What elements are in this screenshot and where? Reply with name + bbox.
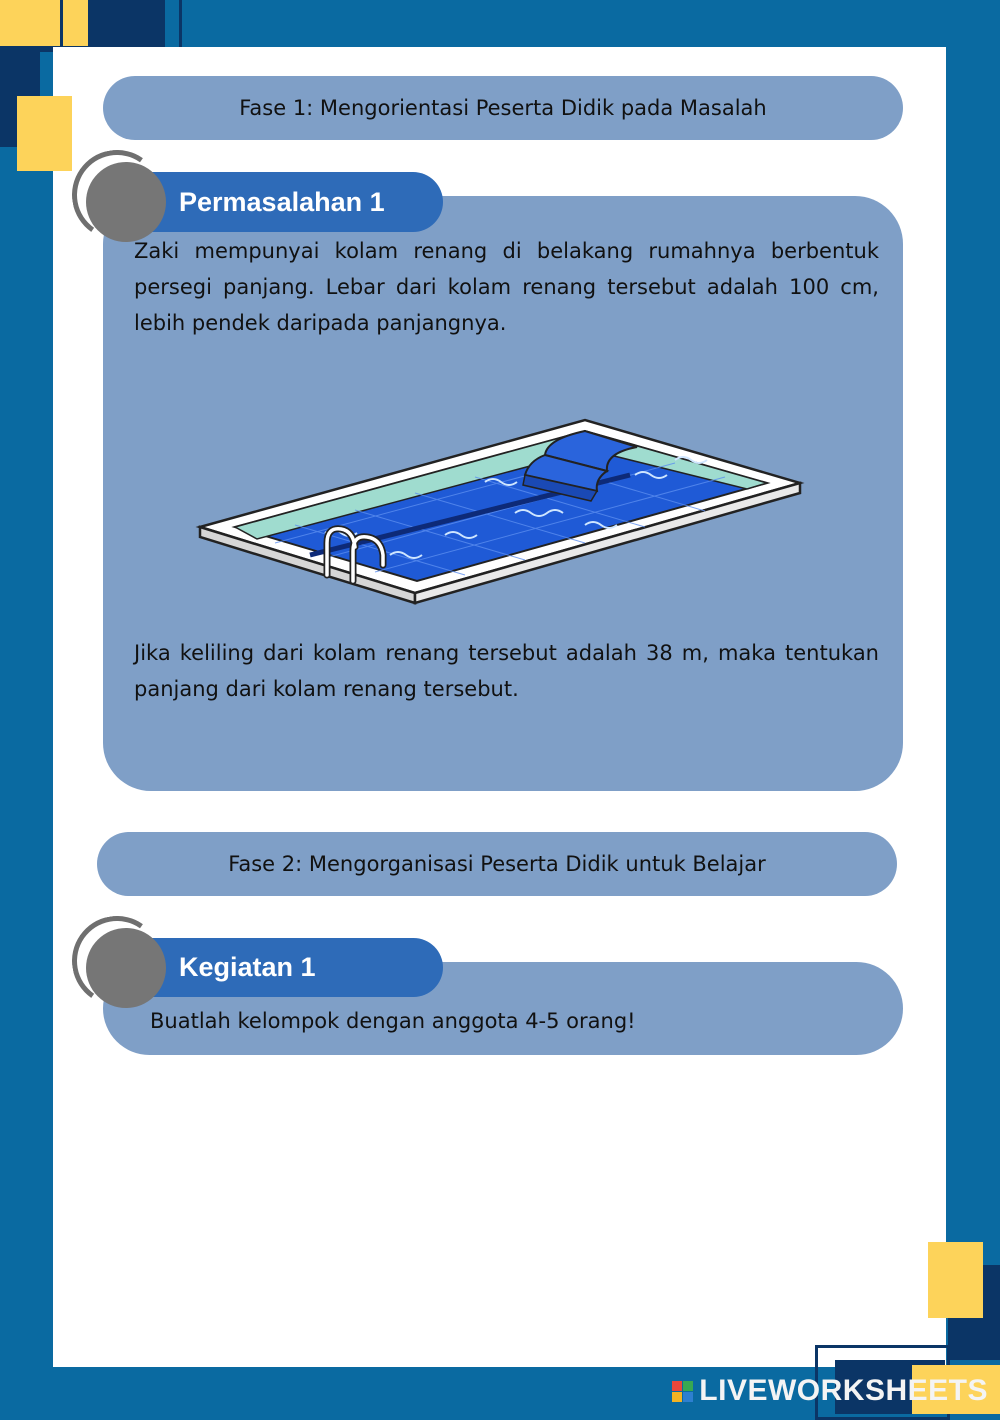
problem-paragraph-1: Zaki mempunyai kolam renang di belakang rumahnya berbentuk persegi panjang. Lebar dari kolam renang tersebut adalah 100 cm, lebih pendek daripada panjangnya.	[134, 239, 879, 335]
corner-yellow-block-left	[17, 96, 72, 171]
activity-tag-label: Kegiatan 1	[179, 952, 316, 982]
corner-yellow-block-bottom	[928, 1242, 983, 1318]
phase1-banner	[103, 76, 903, 140]
liveworksheets-logo-icon	[672, 1381, 693, 1402]
liveworksheets-watermark	[672, 1374, 988, 1408]
problem-tag-label: Permasalahan 1	[179, 186, 385, 217]
watermark-text: LIVEWORKSHEETS	[699, 1374, 988, 1407]
activity-text: Buatlah kelompok dengan anggota 4-5 orang!	[150, 1009, 636, 1033]
phase2-banner	[97, 832, 897, 896]
swimming-pool-illustration	[195, 415, 805, 605]
phase1-label: Fase 1: Mengorientasi Peserta Didik pada Masalah	[239, 96, 767, 120]
activity-tag-circle	[86, 928, 166, 1008]
problem-tag-circle	[86, 162, 166, 242]
phase2-label: Fase 2: Mengorganisasi Peserta Didik untuk Belajar	[228, 852, 766, 876]
problem-paragraph-2: Jika keliling dari kolam renang tersebut adalah 38 m, maka tentukan panjang dari kolam renang tersebut.	[134, 641, 879, 701]
